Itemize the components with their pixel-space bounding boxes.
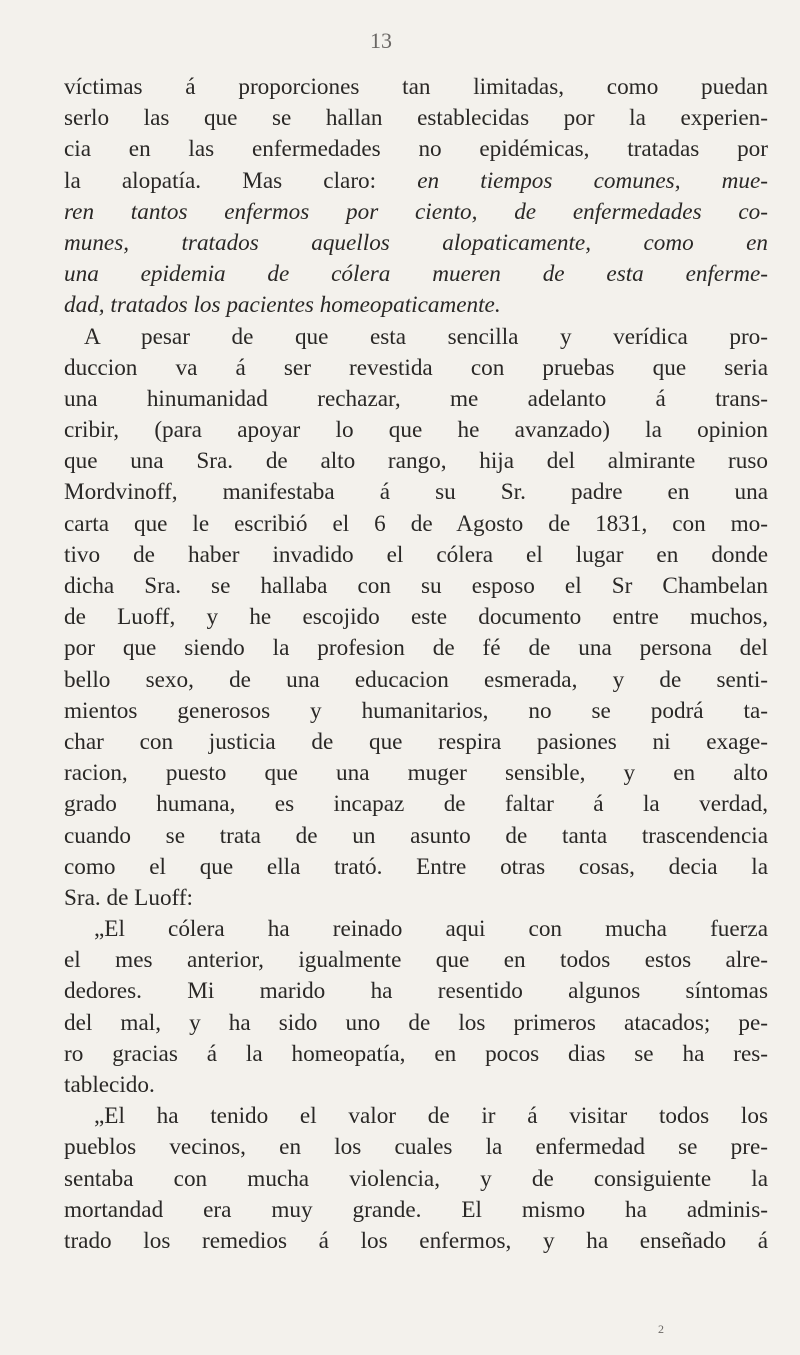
text-line: cia en las enfermedades no epidémicas, tratadas por — [64, 136, 768, 163]
text-line: como el que ella trató. Entre otras cosas, decia la — [64, 853, 768, 880]
text-line: cribir, (para apoyar lo que he avanzado) la opinion — [64, 417, 768, 444]
text-line: char con justicia de que respira pasiones ni exage- — [64, 728, 768, 755]
text-line: que una Sra. de alto rango, hija del almirante ruso — [64, 448, 768, 475]
text-segment: la alopatía. Mas claro: — [64, 167, 377, 194]
text-line: „El ha tenido el valor de ir á visitar todos los — [94, 1103, 768, 1130]
text-line: del mal, y ha sido uno de los primeros atacados; pe- — [64, 1009, 768, 1036]
page-number: 13 — [370, 28, 392, 53]
text-line: Sra. de Luoff: — [64, 884, 194, 911]
text-line: cuando se trata de un asunto de tanta trascendencia — [64, 822, 768, 849]
text-line: dad, tratados los pacientes homeopaticamente. — [64, 292, 501, 319]
body-text — [64, 72, 768, 1257]
text-line: tablecido. — [64, 1072, 155, 1098]
text-line: serlo las que se hallan establecidas por la experien- — [64, 105, 768, 132]
text-line: A pesar de que esta sencilla y verídica pro- — [84, 323, 768, 350]
text-line: mortandad era muy grande. El mismo ha adminis- — [64, 1196, 768, 1223]
text-line — [64, 166, 768, 197]
text-line: grado humana, es incapaz de faltar á la verdad, — [64, 791, 768, 818]
text-line: ren tantos enfermos por ciento, de enfermedades co- — [64, 198, 768, 225]
text-line: mientos generosos y humanitarios, no se podrá ta- — [64, 697, 768, 724]
italic-text-segment: en tiempos comunes, mue- — [417, 167, 768, 194]
text-line: carta que le escribió el 6 de Agosto de 1831, con mo- — [64, 510, 768, 537]
text-line: bello sexo, de una educacion esmerada, y de senti- — [64, 666, 768, 693]
text-line: racion, puesto que una muger sensible, y en alto — [64, 760, 768, 787]
text-line: pueblos vecinos, en los cuales la enfermedad se pre- — [64, 1134, 768, 1161]
text-line: una epidemia de cólera mueren de esta enferme- — [64, 261, 768, 288]
text-line: el mes anterior, igualmente que en todos estos alre- — [64, 947, 768, 974]
text-line: dedores. Mi marido ha resentido algunos síntomas — [64, 978, 768, 1005]
text-line: tivo de haber invadido el cólera el lugar en donde — [64, 541, 768, 568]
text-line: ro gracias á la homeopatía, en pocos dias se ha res- — [64, 1040, 768, 1067]
text-line: dicha Sra. se hallaba con su esposo el Sr Chambelan — [64, 573, 768, 599]
text-line: por que siendo la profesion de fé de una persona del — [64, 635, 768, 662]
text-line: víctimas á proporciones tan limitadas, como puedan — [64, 74, 768, 100]
signature-mark: 2 — [658, 1322, 664, 1336]
text-line: una hinumanidad rechazar, me adelanto á trans- — [64, 385, 768, 412]
text-line: duccion va á ser revestida con pruebas que seria — [64, 354, 768, 381]
text-line: sentaba con mucha violencia, y de consiguiente la — [64, 1165, 768, 1192]
text-line: „El cólera ha reinado aqui con mucha fuerza — [94, 916, 768, 943]
text-line: de Luoff, y he escojido este documento entre muchos, — [64, 604, 768, 631]
text-line: munes, tratados aquellos alopaticamente, como en — [64, 229, 768, 256]
text-line: Mordvinoff, manifestaba á su Sr. padre en una — [64, 479, 768, 506]
text-line: trado los remedios á los enfermos, y ha enseñado á — [64, 1227, 768, 1254]
